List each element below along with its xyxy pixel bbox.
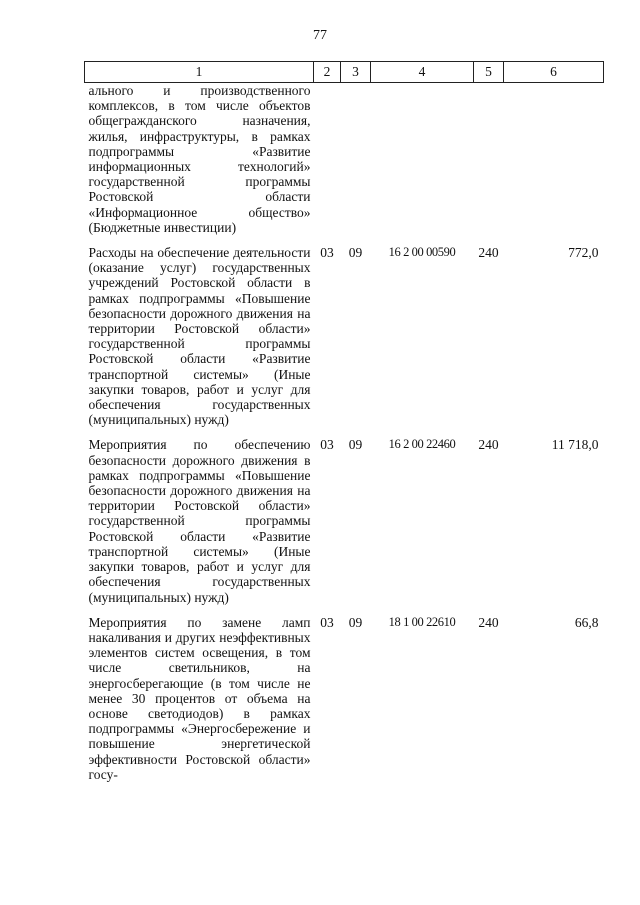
row-description: ального и производственного комплексов, в том числе объектов общегражданского назначения, жилья, инфраструктуры, в рамках подпрограммы «Развитие информационных технологий» государственной программы Ростовской области «Информационное общество» (Бюджетные инвестиции) (88, 83, 311, 235)
column-header-4: 4 (371, 62, 474, 83)
row-rz: 03 (320, 614, 334, 630)
table-row (85, 437, 604, 614)
row-pr: 09 (348, 245, 363, 261)
column-header-3: 3 (341, 62, 371, 83)
row-csr (371, 83, 474, 246)
row-description: Мероприятия по обеспечению безопасности дорожного движения в рамках подпрограммы «Повышение безопасности дорожного движения на территории Ростовской области» государственной программы Ростовской области «Развитие транспортной системы» (Иные закупки товаров, работ и услуг для обеспечения государственных (муниципальных) нужд) (88, 437, 311, 605)
row-rz: 03 (320, 245, 334, 261)
row-pr: 09 (348, 614, 363, 630)
column-header-6: 6 (504, 62, 604, 83)
row-pr (341, 83, 371, 246)
row-csr: 16 2 00 22460 (388, 437, 456, 452)
column-number-header-row (85, 62, 604, 83)
column-header-5: 5 (474, 62, 504, 83)
row-vr: 240 (478, 245, 499, 261)
row-amount: 11 718,0 (551, 437, 599, 453)
row-vr: 240 (478, 614, 499, 630)
column-header-2: 2 (314, 62, 341, 83)
row-amount: 772,0 (568, 245, 599, 261)
row-csr: 16 2 00 00590 (388, 245, 456, 260)
table-row (85, 245, 604, 437)
row-amount (504, 83, 604, 246)
budget-table (84, 61, 604, 782)
column-header-1: 1 (85, 62, 314, 83)
row-vr (474, 83, 504, 246)
row-description: Мероприятия по замене ламп накаливания и других неэффективных элементов систем освещения, в том числе светильников, на энергосберегающие (в том числе не менее 30 процентов от объема на основе светодиодов) в рамках подпрограммы «Энергосбережение и повышение энергетической эффективности Ростовской области» госу- (88, 614, 311, 782)
table-row (85, 83, 604, 246)
page-number: 77 (313, 28, 327, 43)
row-csr: 18 1 00 22610 (388, 614, 456, 629)
row-pr: 09 (348, 437, 363, 453)
row-rz: 03 (320, 437, 334, 453)
row-amount: 66,8 (574, 614, 599, 630)
row-description: Расходы на обеспечение деятельности (оказание услуг) государственных учреждений Ростовской области в рамках подпрограммы «Повышение безопасности дорожного движения на территории Ростовской области» государственной программы Ростовской области «Развитие транспортной системы» (Иные закупки товаров, работ и услуг для обеспечения государственных (муниципальных) нужд) (88, 245, 311, 428)
row-rz (314, 83, 341, 246)
row-vr: 240 (478, 437, 499, 453)
table-row (85, 615, 604, 782)
